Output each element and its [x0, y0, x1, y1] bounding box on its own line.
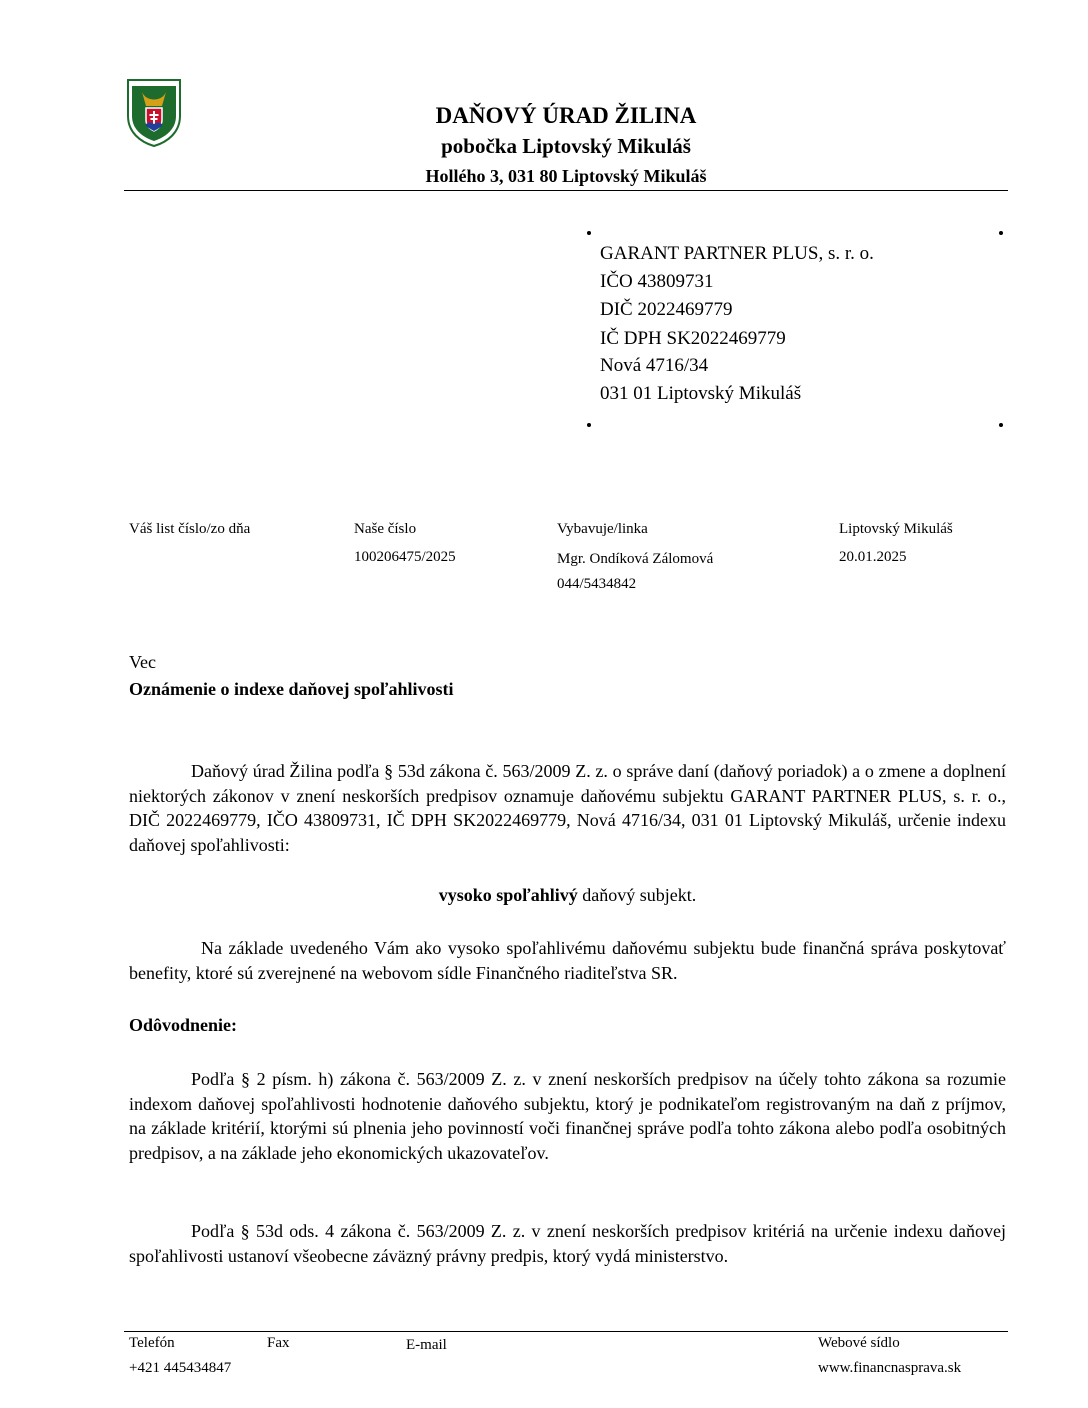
email-label: E-mail	[406, 1337, 447, 1353]
letter-date: 20.01.2025	[839, 549, 907, 565]
web-link[interactable]: www.financnasprava.sk	[818, 1360, 962, 1376]
body-paragraph-1: Daňový úrad Žilina podľa § 53d zákona č. 563/2009 Z. z. o správe daní (daňový poriadok) a o zmene a doplnení niektorých zákonov v znení neskorších predpisov oznamuje daňovému subjektu GARANT PARTNER PLUS, s. r. o., DIČ 2022469779, IČO 43809731, IČ DPH SK2022469779, Nová 4716/34, 031 01 Liptovský Mikuláš, určenie indexu daňovej spoľahlivosti:	[129, 761, 1006, 855]
office-name: DAŇOVÝ ÚRAD ŽILINA	[435, 103, 697, 128]
recipient-street: Nová 4716/34	[600, 355, 709, 376]
recipient-ico: IČO 43809731	[600, 271, 714, 292]
handled-by-label: Vybavuje/linka	[557, 521, 648, 537]
recipient-dic: DIČ 2022469779	[600, 299, 733, 320]
branch-name: pobočka Liptovský Mikuláš	[441, 134, 691, 158]
phone-label: Telefón	[129, 1335, 175, 1351]
phone-number: +421 445434847	[129, 1360, 232, 1376]
header-divider	[124, 190, 1008, 191]
footer-divider	[124, 1331, 1008, 1332]
recipient-icdph: IČ DPH SK2022469779	[600, 328, 786, 349]
address-window-marker	[999, 231, 1003, 235]
handled-by-name: Mgr. Ondíková Zálomová	[557, 551, 714, 567]
reasoning-heading: Odôvodnenie:	[129, 1015, 238, 1035]
address-window-marker	[587, 423, 591, 427]
rating-value: vysoko spoľahlivý	[438, 885, 578, 905]
your-letter-label: Váš list číslo/zo dňa	[129, 521, 251, 537]
office-address: Hollého 3, 031 80 Liptovský Mikuláš	[425, 166, 707, 186]
web-label: Webové sídlo	[818, 1335, 900, 1351]
body-paragraph-3: Podľa § 2 písm. h) zákona č. 563/2009 Z. z. v znení neskorších predpisov na účely tohto zákona sa rozumie indexom daňovej spoľahlivosti hodnotenie daňového subjektu, ktorý je podnikateľom registrovaným na daň z príjmov, na základe kritérií, ktorými sú plnenia jeho povinností voči finančnej správe podľa tohto zákona alebo podľa osobitných predpisov, a na základe jeho ekonomických ukazovateľov.	[129, 1069, 1006, 1163]
handled-by-phone: 044/5434842	[557, 576, 637, 592]
our-number-label: Naše číslo	[354, 521, 417, 537]
address-window-marker	[999, 423, 1003, 427]
our-number: 100206475/2025	[354, 549, 456, 565]
address-window-marker	[587, 231, 591, 235]
body-paragraph-2: Na základe uvedeného Vám ako vysoko spoľahlivému daňovému subjektu bude finančná správa poskytovať benefity, ktoré sú zverejnené na webovom sídle Finančného riaditeľstva SR.	[129, 938, 1006, 983]
fax-label: Fax	[267, 1335, 290, 1351]
rating-line: vysoko spoľahlivý daňový subjekt.	[438, 885, 697, 905]
subject-label: Vec	[129, 652, 156, 672]
subject-title: Oznámenie o indexe daňovej spoľahlivosti	[129, 679, 454, 699]
body-paragraph-4: Podľa § 53d ods. 4 zákona č. 563/2009 Z. z. v znení neskorších predpisov kritériá na určenie indexu daňovej spoľahlivosti ustanoví všeobecne záväzný právny predpis, ktorý vydá ministerstvo.	[129, 1221, 1006, 1266]
recipient-name: GARANT PARTNER PLUS, s. r. o.	[600, 243, 874, 264]
recipient-city: 031 01 Liptovský Mikuláš	[600, 383, 802, 404]
place-label: Liptovský Mikuláš	[839, 521, 953, 537]
